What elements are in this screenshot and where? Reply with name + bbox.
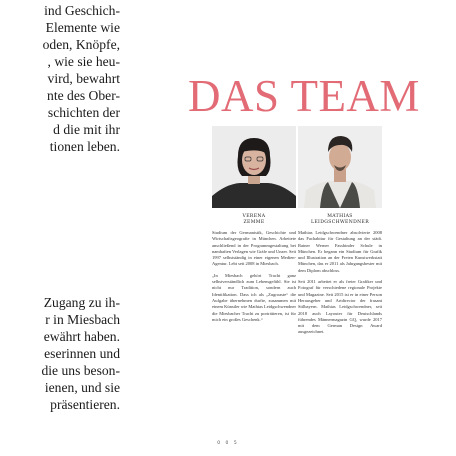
text-line: Zugang zu ih-: [43, 295, 120, 310]
text-line: r in Miesbach: [45, 312, 120, 327]
team-member-card: [212, 126, 296, 328]
text-line: Elemente wie: [45, 20, 120, 35]
text-line: ienen, und sie: [44, 380, 120, 395]
member-name: [298, 214, 382, 226]
team-member-card: [298, 126, 382, 341]
text-line: präsentieren.: [50, 397, 120, 412]
member-last-name: ZEMME: [243, 220, 265, 225]
portrait-photo-mathias: [298, 126, 382, 208]
member-bio: [212, 230, 296, 323]
text-line: vird, bewahrt: [47, 71, 120, 86]
bio-paragraph: Seit 2011 arbeitet er als freier Grafiker und Fotograf für verschiedene regionale Projekte und Magazine. Seit 2015 ist er in einer Person Herausgeber und Artdirector der frasant Stilbayern. Mathias Leidgschwendner, seit 2018 auch Layouter für Deutschlands führendes Männermagazin GQ, wurde 2017 mit dem German Design Award ausgezeichnet.: [298, 279, 382, 335]
text-line: tionen leben.: [49, 139, 120, 154]
bio-paragraph: Studium der Germanistik, Geschichte und Wirtschaftsgeografie in München. Arbeitete anschließend in der Programmgestaltung bei namhaften Verlagen wie Gräfe und Unzer. Seit 1997 selbstständig in einer eigenen Medien-Agentur. Lebt seit 2008 in Miesbach.: [212, 230, 297, 267]
member-first-name: MATHIAS: [327, 214, 353, 219]
text-line: schichten der: [47, 105, 120, 120]
member-name: [212, 214, 296, 226]
text-line: eserinnen und: [44, 346, 120, 361]
left-page-paragraph-top: [43, 2, 120, 155]
text-line: ind Geschich-: [44, 3, 120, 18]
bio-paragraph: Mathias Leidgschwendner absolvierte 2008 das Fachabitur für Gestaltung an der städt. Rainer Werner Fassbinder Schule in München. Er begann ein Studium für Grafik und Illustration an der Freien Kunstwerkstatt München, das er 2011 als Jahrgangsbester mit dem Diplom abschloss.: [298, 230, 382, 273]
left-page-paragraph-bottom: [41, 294, 120, 413]
page-number: 0 0 5: [217, 441, 239, 446]
page-title: DAS TEAM: [188, 71, 420, 121]
text-line: nte des Ober-: [47, 88, 120, 103]
left-page-text-column: [0, 0, 128, 456]
member-first-name: VERENA: [242, 214, 266, 219]
text-line: oden, Knöpfe,: [42, 37, 120, 52]
text-line: ewährt haben.: [43, 329, 120, 344]
text-line: d die mit ihr: [53, 122, 120, 137]
member-bio: [298, 230, 382, 336]
text-line: die uns beson-: [41, 363, 120, 378]
member-last-name: LEIDGSCHWENDNER: [310, 220, 370, 225]
text-line: , wie sie heu-: [47, 54, 120, 69]
bio-quote: „In Miesbach gehört Tracht ganz selbstverständlich zum Lebensgefühl. Sie ist nicht nur Tradition, sondern auch Identifikation. Dass ich als „Zugroaste“ die Aufgabe übernehmen durfte, zusammen mit einem Künstler wie Mathias Leidgschwendner die Miesbacher Tracht zu porträtieren, ist für mich ein großes Geschenk.“: [212, 272, 296, 322]
portrait-photo-verena: [212, 126, 296, 208]
